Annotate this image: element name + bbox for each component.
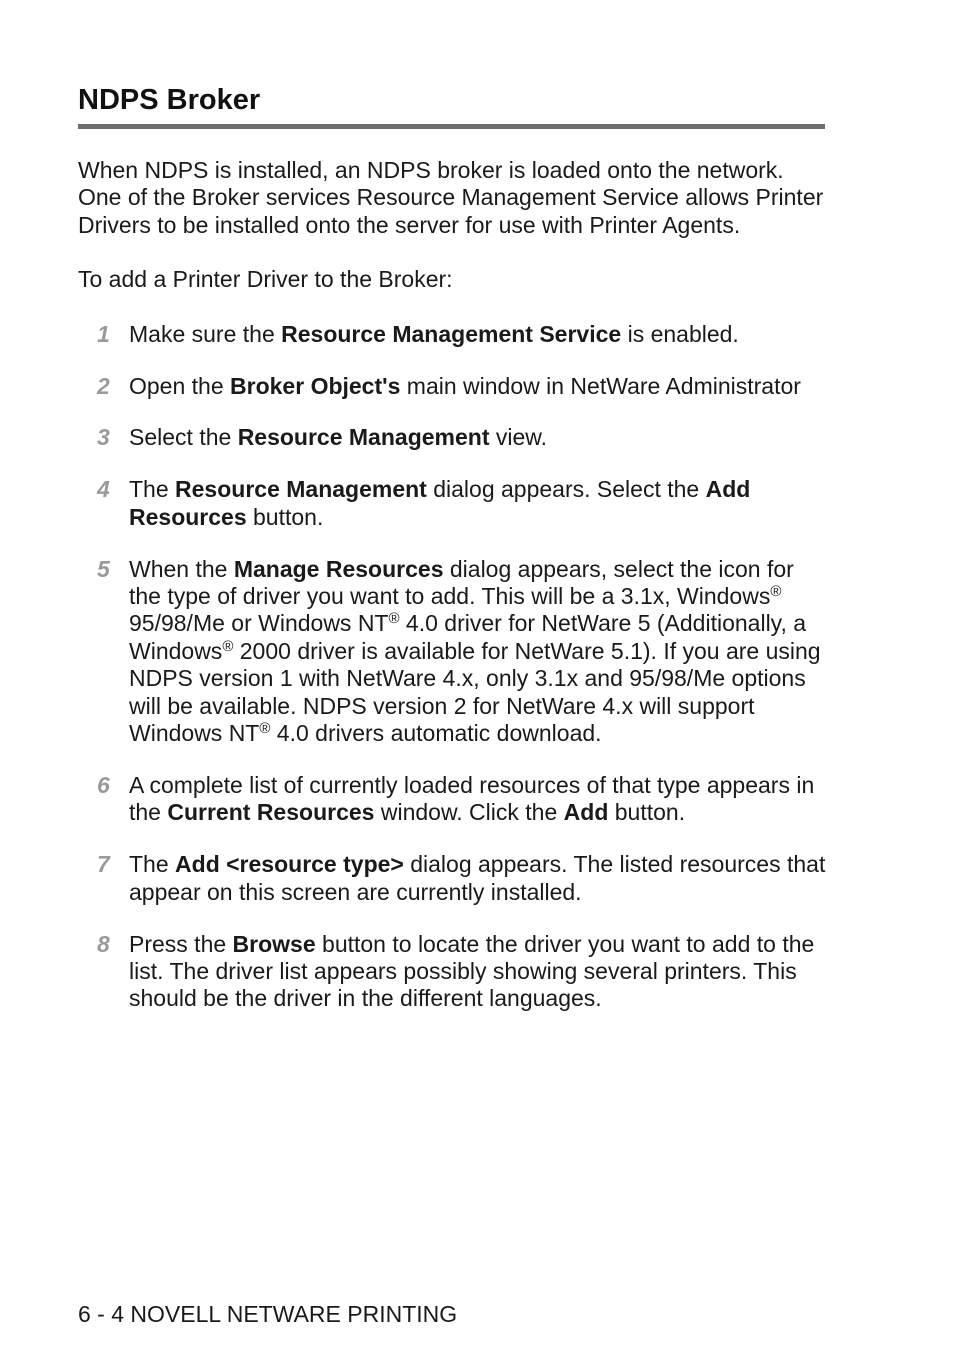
step-text-part: Open the — [129, 372, 231, 399]
step-text-part: window. Click the — [374, 799, 564, 826]
intro-paragraph: When NDPS is installed, an NDPS broker is loaded onto the network. One of the Broker services Resource Management Service allows Printer Drivers to be installed onto the server for use with Printer Agents. — [78, 157, 824, 238]
registered-mark: ® — [388, 610, 400, 628]
step-number: 2 — [97, 372, 110, 399]
step-number: 6 — [97, 772, 110, 798]
step-text-part: dialog appears. Select the — [426, 476, 706, 503]
step-text — [129, 373, 826, 400]
step-number: 7 — [97, 851, 110, 878]
step-text-part: main window in NetWare Administrator — [400, 372, 801, 399]
step-text — [129, 772, 826, 827]
step-text-part: When the — [129, 555, 234, 582]
step-text-part: The — [129, 851, 176, 878]
step-text-part: The — [129, 476, 176, 503]
step-2 — [78, 373, 826, 400]
step-text-part: dialog appears. The listed resources that appear on this screen are currently installed. — [129, 851, 826, 905]
step-number: 5 — [97, 555, 110, 582]
step-number: 1 — [97, 320, 110, 347]
step-6 — [78, 772, 826, 827]
step-text-part: Select the — [129, 424, 238, 451]
step-text-part: 4.0 drivers automatic download. — [270, 720, 602, 747]
step-bold-term: Add — [563, 799, 609, 826]
step-bold-term: Resource Management — [237, 424, 490, 451]
step-4 — [78, 476, 826, 531]
step-bold-term: Resource Management Service — [281, 320, 622, 347]
step-number: 3 — [97, 424, 110, 451]
step-number: 4 — [97, 476, 110, 503]
step-text-part: 4.0 driver for NetWare 5 (Additionally, a Windows — [129, 610, 807, 664]
step-text-part: 2000 driver is available for NetWare 5.1). If you are using NDPS version 1 with NetWare 4.x, only 3.1x and 95/98/Me options will be available. NDPS version 2 for NetWare 4.x will support Windows NT — [129, 637, 821, 747]
step-text — [129, 931, 826, 1013]
step-bold-term: Browse — [232, 930, 316, 957]
page-footer: 6 - 4 NOVELL NETWARE PRINTING — [78, 1301, 458, 1327]
step-bold-term: Manage Resources — [233, 555, 444, 582]
page-title: NDPS Broker — [78, 84, 261, 116]
step-text-part: dialog appears, select the icon for the type of driver you want to add. This will be a 3.1x, Windows — [129, 555, 794, 610]
step-bold-term: Resource Management — [175, 476, 427, 503]
step-text-part: Press the — [129, 930, 233, 957]
step-text — [129, 556, 826, 748]
step-5 — [78, 556, 826, 748]
title-rule — [78, 124, 825, 129]
step-bold-term: Add <resource type> — [175, 851, 404, 878]
steps-list — [78, 321, 826, 1013]
step-bold-term: Current Resources — [167, 799, 375, 826]
step-text-part: Make sure the — [129, 320, 282, 347]
step-text-part: button. — [608, 799, 686, 826]
step-8 — [78, 931, 826, 1013]
page-content — [78, 157, 826, 1037]
step-text — [129, 321, 826, 348]
step-text-part: button to locate the driver you want to add to the list. The driver list appears possibly showing several printers. This should be the driver in the different languages. — [129, 930, 815, 1012]
step-text — [129, 476, 826, 531]
step-text — [129, 424, 826, 451]
step-text — [129, 851, 826, 906]
registered-mark: ® — [770, 583, 782, 601]
lead-paragraph: To add a Printer Driver to the Broker: — [78, 266, 453, 293]
step-text-part: A complete list of currently loaded resources of that type appears in the — [129, 772, 815, 826]
step-number: 8 — [97, 930, 110, 957]
step-text-part: is enabled. — [621, 320, 739, 347]
step-bold-term: Add Resources — [129, 476, 751, 530]
step-text-part: button. — [246, 503, 324, 530]
step-7 — [78, 851, 826, 906]
step-text-part: view. — [489, 424, 548, 451]
step-1 — [78, 321, 826, 348]
step-3 — [78, 424, 826, 451]
step-text-part: 95/98/Me or Windows NT — [129, 610, 389, 637]
registered-mark: ® — [222, 637, 234, 655]
registered-mark: ® — [259, 720, 271, 738]
step-bold-term: Broker Object's — [230, 372, 401, 399]
